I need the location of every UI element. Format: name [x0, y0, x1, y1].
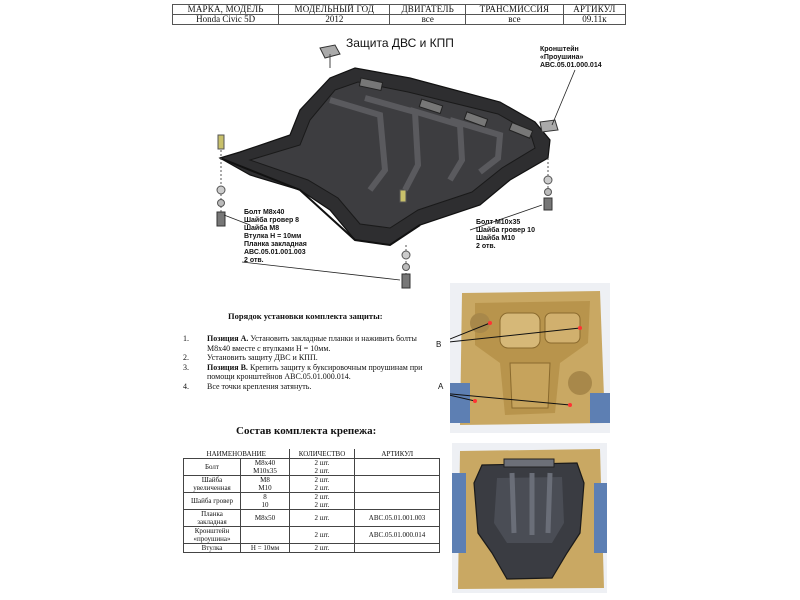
- table-row: [184, 527, 440, 544]
- kit-cell-name: Втулка: [184, 544, 241, 553]
- table-row: [184, 459, 440, 476]
- callout-m8-line: АВС.05.01.001.003: [244, 249, 306, 256]
- header-val-transmission: все: [466, 15, 564, 25]
- callout-bracket-line: «Проушина»: [540, 54, 584, 61]
- kit-size-line: 10: [261, 501, 269, 509]
- callout-m10-line: Шайба гровер 10: [476, 227, 535, 234]
- kit-cell-size: [241, 459, 290, 476]
- kit-qty-line: 2 шт.: [314, 484, 330, 492]
- kit-cell-qty: 2 шт.: [290, 544, 355, 553]
- kit-cell-name: Кронштейн «проушина»: [184, 527, 241, 544]
- kit-cell-name: Шайба увеличенная: [184, 476, 241, 493]
- skid-plate-drawing: [180, 40, 600, 300]
- kit-cell-art: [355, 459, 440, 476]
- underbody-photo: [450, 283, 610, 433]
- kit-cell-art: [355, 493, 440, 510]
- step-position: Позиция В.: [207, 362, 248, 372]
- step-number: 1.: [183, 334, 189, 343]
- callout-bracket-line: Кронштейн: [540, 46, 579, 53]
- kit-cell-size: М8х50: [241, 510, 290, 527]
- table-row: [184, 476, 440, 493]
- header-col-transmission: ТРАНСМИССИЯ: [466, 5, 564, 15]
- table-row: [184, 493, 440, 510]
- step-text: Установить защиту ДВС и КПП.: [207, 353, 318, 362]
- instruction-step: [183, 363, 433, 382]
- kit-qty-line: 2 шт.: [314, 493, 330, 501]
- kit-size-line: М10х35: [253, 467, 277, 475]
- callout-bracket-line: АВС.05.01.000.014: [540, 62, 602, 69]
- instructions-title: Порядок установки комплекта защиты:: [228, 311, 383, 321]
- kit-cell-art: [355, 476, 440, 493]
- kit-qty-line: 2 шт.: [314, 501, 330, 509]
- step-number: 3.: [183, 362, 189, 372]
- kit-cell-size: Н = 10мм: [241, 544, 290, 553]
- instruction-step: [183, 353, 433, 363]
- callout-m8-line: Планка закладная: [244, 241, 307, 248]
- callout-m10-line: Шайба М10: [476, 235, 516, 242]
- callout-m8-line: Втулка Н = 10мм: [244, 233, 302, 240]
- kit-qty-line: 2 шт.: [314, 459, 330, 467]
- kit-cell-qty: [290, 459, 355, 476]
- step-number: 4.: [183, 381, 189, 391]
- kit-qty-line: 2 шт.: [314, 467, 330, 475]
- kit-cell-qty: 2 шт.: [290, 510, 355, 527]
- step-number: 2.: [183, 353, 189, 362]
- step-position: Позиция А.: [207, 334, 249, 343]
- header-val-engine: все: [390, 15, 466, 25]
- callout-m8-line: 2 отв.: [244, 257, 264, 264]
- instructions-list: [183, 334, 433, 391]
- kit-cell-size: [241, 476, 290, 493]
- kit-size-line: М8х40: [254, 459, 276, 467]
- header-table: [172, 4, 626, 25]
- kit-cell-art: [355, 544, 440, 553]
- kit-cell-qty: 2 шт.: [290, 527, 355, 544]
- kit-title: Состав комплекта крепежа:: [236, 425, 377, 437]
- kit-header-qty: КОЛИЧЕСТВО: [290, 449, 355, 459]
- callout-m8-line: Шайба М8: [244, 225, 280, 232]
- table-row: [184, 510, 440, 527]
- step-text: Установить закладные планки и наживить болты М8х40 вместе с втулками Н = 10мм.: [207, 334, 417, 353]
- photo-label-b: B: [436, 340, 442, 349]
- step-text: Крепить защиту к буксировочным проушинам при помощи кронштейнов АВС.05.01.000.014.: [207, 362, 423, 381]
- callout-bolt-m10: [476, 219, 535, 251]
- header-val-year: 2012: [279, 15, 390, 25]
- header-col-make: МАРКА, МОДЕЛЬ: [173, 5, 279, 15]
- kit-header-art: АРТИКУЛ: [355, 449, 440, 459]
- callout-m10-line: Болт М10х35: [476, 219, 521, 226]
- kit-cell-size: [241, 527, 290, 544]
- kit-table: [183, 449, 440, 553]
- instruction-step: [183, 334, 433, 353]
- diagram-title: Защита ДВС и КПП: [346, 36, 454, 50]
- kit-cell-name: Планка закладная: [184, 510, 241, 527]
- table-row: [184, 544, 440, 553]
- kit-size-line: 8: [263, 493, 267, 501]
- header-val-article: 09.11к: [563, 15, 625, 25]
- installed-photo: [452, 443, 607, 593]
- callout-bracket: [540, 46, 602, 70]
- kit-cell-name: Болт: [184, 459, 241, 476]
- callout-bolt-m8: [244, 209, 307, 265]
- kit-size-line: М8: [260, 476, 270, 484]
- kit-cell-name: Шайба гровер: [184, 493, 241, 510]
- header-col-year: МОДЕЛЬНЫЙ ГОД: [279, 5, 390, 15]
- header-col-engine: ДВИГАТЕЛЬ: [390, 5, 466, 15]
- kit-cell-art: АВС.05.01.001.003: [355, 510, 440, 527]
- step-text: Все точки крепления затянуть.: [207, 381, 312, 391]
- instruction-step: [183, 382, 433, 392]
- callout-m8-line: Шайба гровер 8: [244, 217, 300, 224]
- kit-cell-size: [241, 493, 290, 510]
- callout-m10-line: 2 отв.: [476, 243, 496, 250]
- kit-header-name: НАИМЕНОВАНИЕ: [184, 449, 290, 459]
- header-val-make: Honda Civic 5D: [173, 15, 279, 25]
- kit-cell-art: АВС.05.01.000.014: [355, 527, 440, 544]
- kit-size-line: М10: [258, 484, 272, 492]
- kit-cell-qty: [290, 493, 355, 510]
- kit-cell-qty: [290, 476, 355, 493]
- header-col-article: АРТИКУЛ: [563, 5, 625, 15]
- kit-qty-line: 2 шт.: [314, 476, 330, 484]
- callout-m8-line: Болт М8х40: [244, 209, 285, 216]
- photo-label-a: A: [438, 382, 444, 391]
